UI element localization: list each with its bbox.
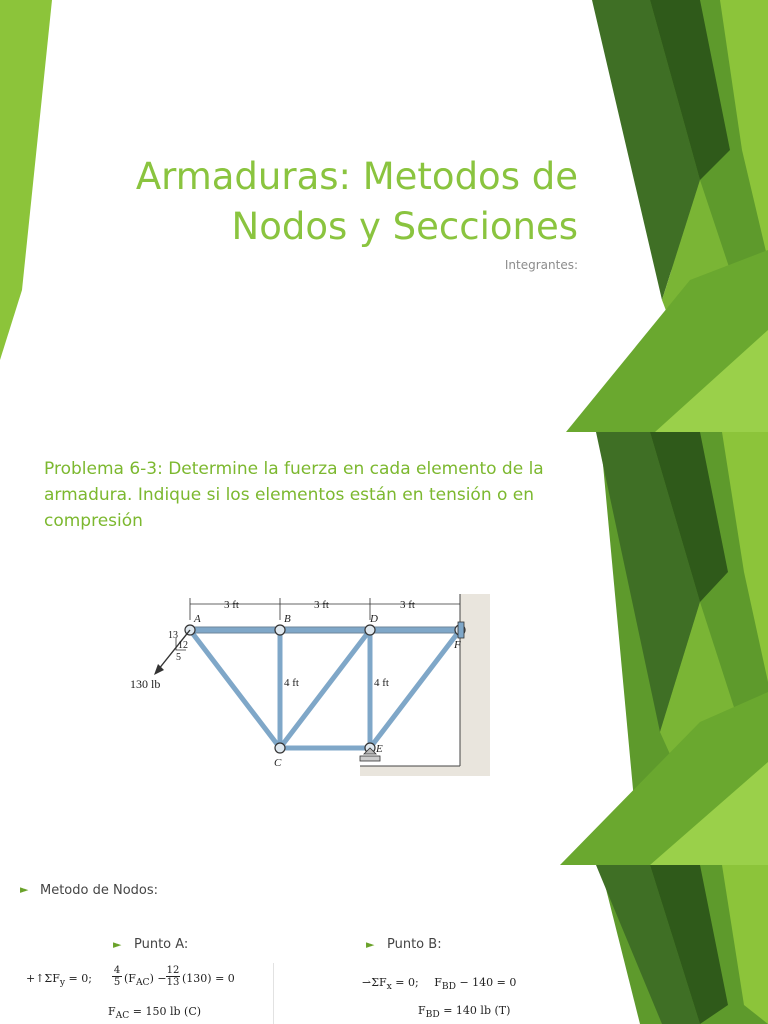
load-label: 130 lb — [130, 677, 161, 691]
fraction-12-13 — [166, 965, 180, 988]
bullet-arrow-icon: ► — [366, 938, 375, 951]
title-line-1: Armaduras: Metodos de — [135, 155, 578, 198]
slope-label-5: 5 — [176, 652, 181, 663]
node-label-a: A — [194, 613, 201, 625]
result-b — [418, 1004, 510, 1020]
result-a — [108, 1005, 201, 1021]
node-label-c: C — [274, 757, 282, 769]
roller-base-e — [360, 756, 380, 761]
node-label-d: D — [370, 613, 378, 625]
dim-label-bd: 3 ft — [314, 599, 329, 611]
truss-figure — [120, 580, 500, 780]
equation-a-end: (130) = 0 — [182, 972, 235, 985]
eq-a-sum: +↑ΣF — [26, 972, 60, 985]
slide-problem — [0, 432, 768, 865]
slide-title — [0, 0, 768, 432]
pin-d — [365, 625, 375, 635]
point-a-label: Punto A: — [134, 937, 189, 952]
fraction-num: 12 — [166, 965, 180, 976]
method-heading: Metodo de Nodos: — [40, 883, 159, 898]
member-ef — [370, 630, 460, 748]
eq-a-mid: (F — [124, 972, 136, 985]
eq-b-sum: ⇀ΣF — [362, 976, 387, 989]
slope-label-12: 12 — [178, 640, 188, 651]
fraction-4-5 — [112, 965, 122, 988]
problem-statement: Problema 6-3: Determine la fuerza en cada elemento de la armadura. Indique si los elementos están en tensión o en compresión — [44, 459, 544, 531]
fraction-num: 4 — [113, 965, 121, 976]
load-arrow-head — [154, 664, 164, 675]
truss-members — [190, 630, 460, 748]
eq-a-mid-sub: AC — [135, 977, 150, 989]
bullet-arrow-icon: ► — [20, 883, 29, 896]
title-line-2: Nodos y Secciones — [231, 205, 578, 248]
point-b-label: Punto B: — [387, 937, 442, 952]
res-b-f: F — [418, 1004, 426, 1017]
node-label-b: B — [284, 613, 291, 625]
slope-label-13: 13 — [168, 630, 178, 641]
eq-a-sub: y — [59, 977, 66, 989]
res-b-val: = 140 lb (T) — [439, 1004, 511, 1017]
pin-c — [275, 743, 285, 753]
dim-label-df: 3 ft — [400, 599, 415, 611]
bullet-arrow-icon: ► — [113, 938, 122, 951]
wall-bracket-f — [458, 622, 464, 638]
res-b-sub: BD — [425, 1009, 440, 1021]
equation-b — [362, 976, 516, 992]
eq-b-f: F — [434, 976, 442, 989]
eq-b-sub: x — [386, 981, 392, 993]
fraction-den: 5 — [113, 977, 121, 988]
eq-b-rest: = 0; — [391, 976, 419, 989]
member-cd — [280, 630, 370, 748]
node-label-f: F — [454, 639, 461, 651]
column-divider — [273, 963, 274, 1024]
height-label-bc: 4 ft — [284, 677, 299, 689]
fraction-den: 13 — [166, 977, 180, 988]
height-label-de: 4 ft — [374, 677, 389, 689]
node-label-e: E — [376, 743, 383, 755]
member-ac — [190, 630, 280, 748]
equation-a — [26, 972, 92, 988]
res-a-val: = 150 lb (C) — [129, 1005, 202, 1018]
equation-a-mid — [124, 972, 167, 988]
pin-b — [275, 625, 285, 635]
eq-a-rest: = 0; — [65, 972, 92, 985]
eq-a-mid2: ) − — [149, 972, 167, 985]
slide-title-text — [18, 152, 578, 252]
res-a-f: F — [108, 1005, 116, 1018]
eq-b-end: − 140 = 0 — [455, 976, 517, 989]
slide-method — [0, 865, 768, 1024]
subtitle-integrantes: Integrantes: — [504, 258, 578, 272]
eq-b-fsub: BD — [441, 981, 456, 993]
ground-hatch — [360, 766, 490, 776]
res-a-sub: AC — [115, 1010, 130, 1022]
dim-label-ab: 3 ft — [224, 599, 239, 611]
wall-hatch — [460, 594, 490, 774]
